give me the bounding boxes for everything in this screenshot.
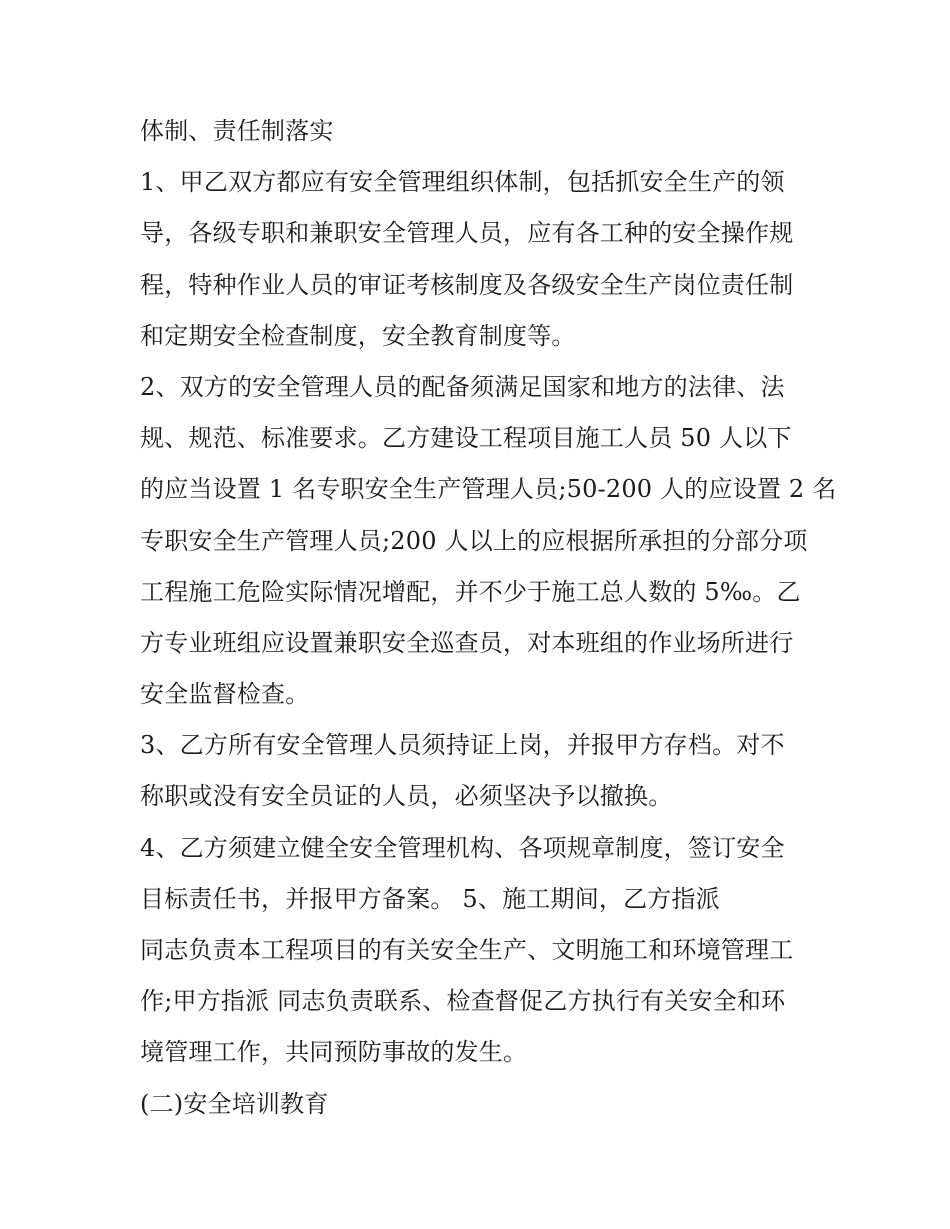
text-line: 规、规范、标准要求。乙方建设工程项目施工人员 50 人以下 — [140, 424, 792, 453]
text-line: 程，特种作业人员的审证考核制度及各级安全生产岗位责任制 — [140, 270, 794, 299]
text-line: 2、双方的安全管理人员的配备须满足国家和地方的法律、法 — [140, 372, 785, 401]
text-line: 体制、责任制落实 — [140, 117, 334, 145]
text-line: 作;甲方指派 同志负责联系、检查督促乙方执行有关安全和环 — [140, 987, 786, 1016]
text-line: 工程施工危险实际情况增配，并不少于施工总人数的 5‰。乙 — [140, 577, 801, 606]
text-line: 目标责任书，并报甲方备案。 5、施工期间，乙方指派 — [140, 884, 720, 913]
text-line: 的应当设置 1 名专职安全生产管理人员;50-200 人的应设置 2 名 — [140, 475, 837, 504]
text-line: 安全监督检查。 — [140, 680, 310, 709]
text-line: 称职或没有安全员证的人员，必须坚决予以撤换。 — [140, 782, 673, 811]
text-line: 和定期安全检查制度，安全教育制度等。 — [140, 321, 576, 350]
text-line: 4、乙方须建立健全安全管理机构、各项规章制度，签订安全 — [140, 833, 785, 862]
text-line: 导，各级专职和兼职安全管理人员，应有各工种的安全操作规 — [140, 219, 794, 248]
text-line: 同志负责本工程项目的有关安全生产、文明施工和环境管理工 — [140, 936, 794, 964]
text-line: 境管理工作，共同预防事故的发生。 — [140, 1038, 528, 1067]
text-line: 方专业班组应设置兼职安全巡查员，对本班组的作业场所进行 — [140, 628, 794, 657]
text-line: 3、乙方所有安全管理人员须持证上岗，并报甲方存档。对不 — [140, 731, 785, 760]
section-heading: (二)安全培训教育 — [140, 1089, 329, 1118]
text-line: 1、甲乙双方都应有安全管理组织体制，包括抓安全生产的领 — [140, 168, 785, 197]
text-line: 专职安全生产管理人员;200 人以上的应根据所承担的分部分项 — [140, 526, 808, 555]
document-body — [140, 106, 837, 1130]
